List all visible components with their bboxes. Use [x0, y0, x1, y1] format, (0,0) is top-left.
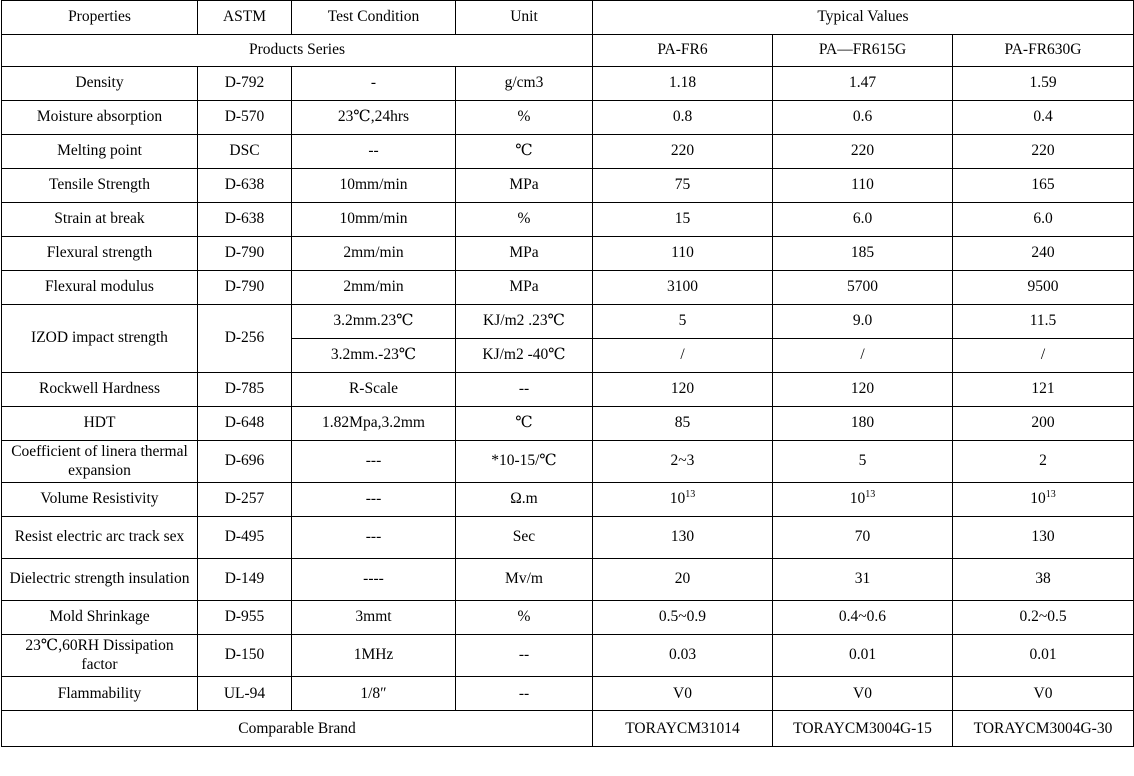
row-value-2: 5700: [773, 271, 953, 305]
row-condition: 3.2mm.23℃: [292, 305, 456, 339]
table-row: [2, 601, 1134, 635]
row-value-2: 110: [773, 169, 953, 203]
row-value-1: $10^{13}$: [593, 483, 773, 517]
row-property: Flammability: [2, 677, 198, 711]
row-astm: D-696: [198, 441, 292, 483]
row-value-3: 0.4: [953, 101, 1134, 135]
header-typical-values: Typical Values: [593, 1, 1134, 35]
exponent: 13: [865, 489, 876, 501]
header-test-condition: Test Condition: [292, 1, 456, 35]
row-value-2: 9.0: [773, 305, 953, 339]
row-unit: KJ/m2 .23℃: [456, 305, 593, 339]
row-unit: Mv/m: [456, 559, 593, 601]
row-value-3: 6.0: [953, 203, 1134, 237]
row-property: Volume Resistivity: [2, 483, 198, 517]
row-value-3: /: [953, 339, 1134, 373]
row-value-1: 220: [593, 135, 773, 169]
row-unit: MPa: [456, 169, 593, 203]
row-value-2: V0: [773, 677, 953, 711]
row-unit: KJ/m2 -40℃: [456, 339, 593, 373]
table-row: [2, 203, 1134, 237]
row-property: Flexural modulus: [2, 271, 198, 305]
table-row: [2, 441, 1134, 483]
row-value-1: 0.5~0.9: [593, 601, 773, 635]
row-condition: 10mm/min: [292, 169, 456, 203]
row-condition: 3.2mm.-23℃: [292, 339, 456, 373]
row-value-3: $10^{13}$: [953, 483, 1134, 517]
row-property: Resist electric arc track sex: [2, 517, 198, 559]
row-condition: 23℃,24hrs: [292, 101, 456, 135]
comparable-brand-2: TORAYCM3004G-15: [773, 711, 953, 747]
row-value-3: 9500: [953, 271, 1134, 305]
row-value-2: 120: [773, 373, 953, 407]
row-property: Moisture absorption: [2, 101, 198, 135]
row-value-1: /: [593, 339, 773, 373]
row-property: Melting point: [2, 135, 198, 169]
row-property: Flexural strength: [2, 237, 198, 271]
row-condition: ---: [292, 517, 456, 559]
row-property: Density: [2, 67, 198, 101]
row-property: Dielectric strength insulation: [2, 559, 198, 601]
row-value-3: 130: [953, 517, 1134, 559]
row-condition: 1.82Mpa,3.2mm: [292, 407, 456, 441]
table-row: [2, 635, 1134, 677]
table-row: [2, 407, 1134, 441]
row-value-2: 31: [773, 559, 953, 601]
row-astm: D-150: [198, 635, 292, 677]
product-series-row: [2, 35, 1134, 67]
izod-row-1: [2, 305, 1134, 339]
row-property: Rockwell Hardness: [2, 373, 198, 407]
row-value-3: 220: [953, 135, 1134, 169]
row-unit: %: [456, 101, 593, 135]
product-1-name: PA-FR6: [593, 35, 773, 67]
table-row: [2, 135, 1134, 169]
row-property: Coefficient of linera thermal expansion: [2, 441, 198, 483]
product-3-name: PA-FR630G: [953, 35, 1134, 67]
row-condition: ---: [292, 483, 456, 517]
row-value-1: V0: [593, 677, 773, 711]
row-astm: D-256: [198, 305, 292, 373]
row-value-1: 20: [593, 559, 773, 601]
exponent: 13: [1045, 489, 1056, 501]
row-unit: *10-15/℃: [456, 441, 593, 483]
row-unit: --: [456, 677, 593, 711]
table-row: [2, 237, 1134, 271]
row-astm: D-785: [198, 373, 292, 407]
header-astm: ASTM: [198, 1, 292, 35]
row-unit: --: [456, 635, 593, 677]
row-value-2: 6.0: [773, 203, 953, 237]
material-properties-table: [1, 0, 1134, 747]
row-condition: 3mmt: [292, 601, 456, 635]
table-row: [2, 677, 1134, 711]
row-condition: ---: [292, 441, 456, 483]
row-property: 23℃,60RH Dissipation factor: [2, 635, 198, 677]
row-condition: 2mm/min: [292, 271, 456, 305]
row-unit: --: [456, 373, 593, 407]
row-value-1: 0.8: [593, 101, 773, 135]
row-value-3: 240: [953, 237, 1134, 271]
comparable-brand-label: Comparable Brand: [2, 711, 593, 747]
row-property: Tensile Strength: [2, 169, 198, 203]
row-astm: D-149: [198, 559, 292, 601]
table-row: [2, 559, 1134, 601]
row-value-3: 121: [953, 373, 1134, 407]
row-value-1: 110: [593, 237, 773, 271]
products-series-label: Products Series: [2, 35, 593, 67]
row-property: HDT: [2, 407, 198, 441]
row-astm: D-495: [198, 517, 292, 559]
row-property: Mold Shrinkage: [2, 601, 198, 635]
row-unit: ℃: [456, 135, 593, 169]
row-astm: D-648: [198, 407, 292, 441]
row-value-3: 2: [953, 441, 1134, 483]
row-value-1: 2~3: [593, 441, 773, 483]
row-astm: D-955: [198, 601, 292, 635]
row-unit: g/cm3: [456, 67, 593, 101]
row-value-3: 200: [953, 407, 1134, 441]
comparable-brand-3: TORAYCM3004G-30: [953, 711, 1134, 747]
row-condition: 2mm/min: [292, 237, 456, 271]
row-unit: %: [456, 601, 593, 635]
row-value-2: 180: [773, 407, 953, 441]
row-value-3: 0.01: [953, 635, 1134, 677]
table-row: [2, 101, 1134, 135]
row-condition: -: [292, 67, 456, 101]
row-condition: 10mm/min: [292, 203, 456, 237]
table-row: [2, 373, 1134, 407]
row-unit: MPa: [456, 271, 593, 305]
header-properties: Properties: [2, 1, 198, 35]
header-unit: Unit: [456, 1, 593, 35]
table-row: [2, 517, 1134, 559]
row-value-2: $10^{13}$: [773, 483, 953, 517]
row-unit: Ω.m: [456, 483, 593, 517]
row-astm: D-790: [198, 271, 292, 305]
row-value-2: 185: [773, 237, 953, 271]
row-astm: D-790: [198, 237, 292, 271]
row-condition: 1MHz: [292, 635, 456, 677]
row-value-1: 75: [593, 169, 773, 203]
product-2-name: PA—FR615G: [773, 35, 953, 67]
row-astm: DSC: [198, 135, 292, 169]
table-header-row: [2, 1, 1134, 35]
row-value-3: 11.5: [953, 305, 1134, 339]
row-value-1: 1.18: [593, 67, 773, 101]
row-value-3: 0.2~0.5: [953, 601, 1134, 635]
table-row: [2, 67, 1134, 101]
row-condition: --: [292, 135, 456, 169]
row-value-3: 38: [953, 559, 1134, 601]
row-astm: D-638: [198, 169, 292, 203]
row-value-2: 0.01: [773, 635, 953, 677]
row-value-2: 5: [773, 441, 953, 483]
row-value-1: 5: [593, 305, 773, 339]
row-astm: UL-94: [198, 677, 292, 711]
row-value-3: 165: [953, 169, 1134, 203]
table-row: [2, 271, 1134, 305]
row-value-3: V0: [953, 677, 1134, 711]
row-value-2: 70: [773, 517, 953, 559]
row-value-2: 1.47: [773, 67, 953, 101]
row-value-1: 85: [593, 407, 773, 441]
row-astm: D-638: [198, 203, 292, 237]
row-property: IZOD impact strength: [2, 305, 198, 373]
row-value-2: 0.6: [773, 101, 953, 135]
row-unit: MPa: [456, 237, 593, 271]
row-astm: D-792: [198, 67, 292, 101]
row-value-1: 0.03: [593, 635, 773, 677]
table-row: [2, 483, 1134, 517]
row-value-1: 3100: [593, 271, 773, 305]
row-value-2: 220: [773, 135, 953, 169]
comparable-brand-row: [2, 711, 1134, 747]
row-value-1: 15: [593, 203, 773, 237]
row-astm: D-570: [198, 101, 292, 135]
row-condition: ----: [292, 559, 456, 601]
row-value-2: 0.4~0.6: [773, 601, 953, 635]
row-value-3: 1.59: [953, 67, 1134, 101]
row-astm: D-257: [198, 483, 292, 517]
row-value-1: 120: [593, 373, 773, 407]
row-condition: 1/8″: [292, 677, 456, 711]
row-unit: Sec: [456, 517, 593, 559]
exponent: 13: [685, 489, 696, 501]
row-condition: R-Scale: [292, 373, 456, 407]
table-row: [2, 169, 1134, 203]
row-unit: ℃: [456, 407, 593, 441]
row-unit: %: [456, 203, 593, 237]
row-value-1: 130: [593, 517, 773, 559]
comparable-brand-1: TORAYCM31014: [593, 711, 773, 747]
row-value-2: /: [773, 339, 953, 373]
row-property: Strain at break: [2, 203, 198, 237]
